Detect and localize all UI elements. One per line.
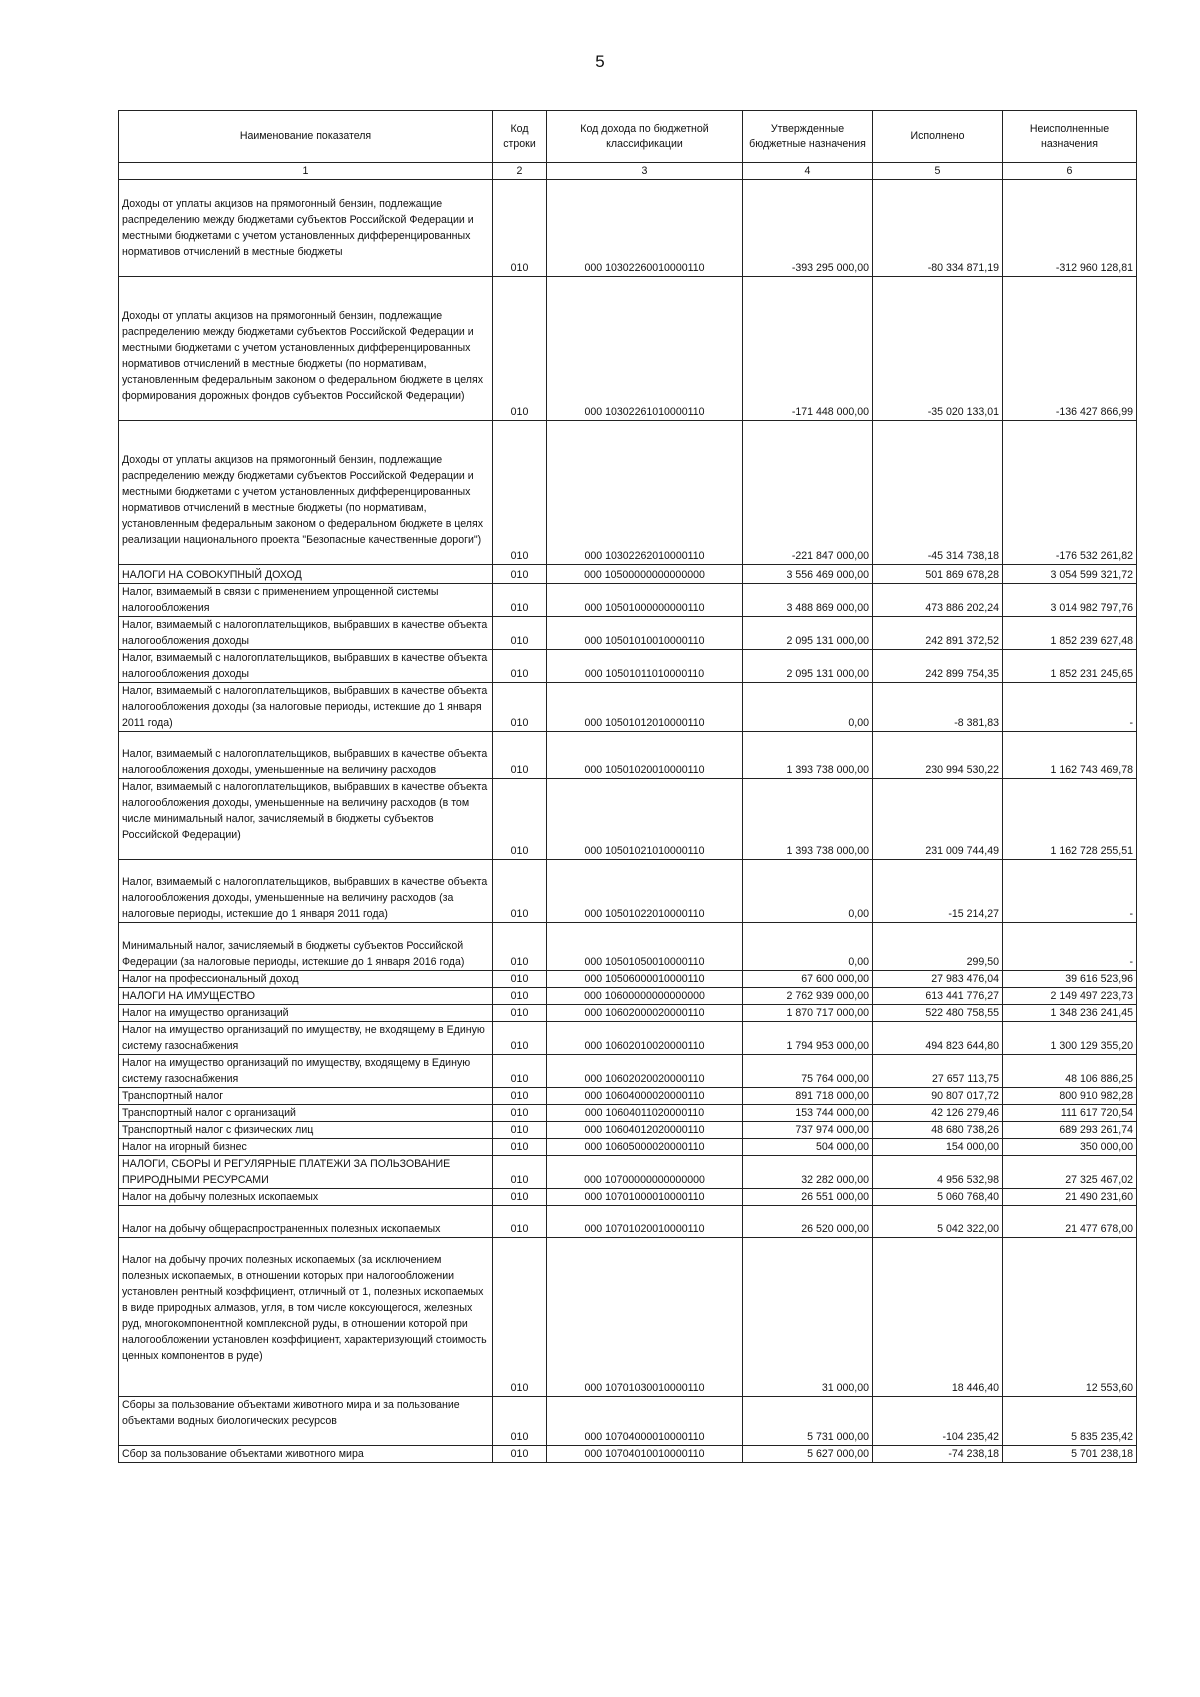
- line-code-cell: 010: [493, 1022, 547, 1055]
- indicator-name-text: Налог на профессиональный доход: [122, 973, 299, 985]
- table-row: [119, 923, 1137, 971]
- income-code-cell: 000 10302260010000110: [547, 180, 743, 277]
- income-code-cell: 000 10701030010000110: [547, 1238, 743, 1397]
- column-number-row: [119, 163, 1137, 180]
- executed-amount-cell: -8 381,83: [873, 683, 1003, 732]
- budget-report-table: [118, 110, 1137, 1463]
- executed-amount-cell: 473 886 202,24: [873, 584, 1003, 617]
- remaining-amount-cell: -: [1003, 860, 1137, 923]
- line-code-cell: 010: [493, 1446, 547, 1463]
- income-code-cell: 000 10501000000000110: [547, 584, 743, 617]
- remaining-amount-cell: -: [1003, 923, 1137, 971]
- remaining-amount-cell: 12 553,60: [1003, 1238, 1137, 1397]
- line-code-cell: 010: [493, 1105, 547, 1122]
- indicator-name-cell: [119, 923, 493, 971]
- executed-amount-cell: 231 009 744,49: [873, 779, 1003, 860]
- table-row: [119, 421, 1137, 565]
- line-code-cell: 010: [493, 1206, 547, 1238]
- page-number: 5: [595, 52, 605, 71]
- executed-amount-cell: 18 446,40: [873, 1238, 1003, 1397]
- table-row: [119, 1189, 1137, 1206]
- table-body: [119, 180, 1137, 1463]
- table-row: [119, 1005, 1137, 1022]
- remaining-amount-cell: 350 000,00: [1003, 1139, 1137, 1156]
- table-row: [119, 683, 1137, 732]
- income-code-cell: 000 10506000010000110: [547, 971, 743, 988]
- remaining-amount-cell: 3 054 599 321,72: [1003, 565, 1137, 584]
- income-code-cell: 000 10602010020000110: [547, 1022, 743, 1055]
- remaining-amount-cell: 39 616 523,96: [1003, 971, 1137, 988]
- income-code-cell: 000 10704000010000110: [547, 1397, 743, 1446]
- executed-amount-cell: 494 823 644,80: [873, 1022, 1003, 1055]
- income-code-cell: 000 10501020010000110: [547, 732, 743, 779]
- indicator-name-cell: [119, 180, 493, 277]
- line-code-cell: 010: [493, 565, 547, 584]
- line-code-cell: 010: [493, 683, 547, 732]
- indicator-name-text: Транспортный налог с организаций: [122, 1107, 296, 1119]
- table-row: [119, 971, 1137, 988]
- column-number: 1: [119, 163, 493, 180]
- executed-amount-cell: 48 680 738,26: [873, 1122, 1003, 1139]
- table-row: [119, 1446, 1137, 1463]
- remaining-amount-cell: 2 149 497 223,73: [1003, 988, 1137, 1005]
- income-code-cell: 000 10604012020000110: [547, 1122, 743, 1139]
- line-code-cell: 010: [493, 421, 547, 565]
- executed-amount-cell: 4 956 532,98: [873, 1156, 1003, 1189]
- income-code-cell: 000 10604011020000110: [547, 1105, 743, 1122]
- table-row: [119, 180, 1137, 277]
- indicator-name-text: Доходы от уплаты акцизов на прямогонный бензин, подлежащие распределению между бюджетами субъектов Российской Федерации и местными бюджетами с учетом установленных дифференцированных нормативов отчислений в местные бюджеты (по нормативам, установленным федеральным законом о федеральном бюджете в целях реализации национального проекта "Безопасные качественные дороги"): [122, 454, 483, 546]
- column-number: 2: [493, 163, 547, 180]
- table-row: [119, 1139, 1137, 1156]
- indicator-name-cell: [119, 732, 493, 779]
- income-code-cell: 000 10501010010000110: [547, 617, 743, 650]
- column-number: 5: [873, 163, 1003, 180]
- indicator-name-cell: [119, 1238, 493, 1397]
- income-code-cell: 000 10604000020000110: [547, 1088, 743, 1105]
- table-row: [119, 1206, 1137, 1238]
- income-code-cell: 000 10501050010000110: [547, 923, 743, 971]
- executed-amount-cell: 242 891 372,52: [873, 617, 1003, 650]
- income-code-cell: 000 10501012010000110: [547, 683, 743, 732]
- executed-amount-cell: -35 020 133,01: [873, 277, 1003, 421]
- approved-amount-cell: 737 974 000,00: [743, 1122, 873, 1139]
- line-code-cell: 010: [493, 617, 547, 650]
- remaining-amount-cell: 5 835 235,42: [1003, 1397, 1137, 1446]
- indicator-name-cell: [119, 1206, 493, 1238]
- remaining-amount-cell: 1 162 743 469,78: [1003, 732, 1137, 779]
- table-row: [119, 650, 1137, 683]
- column-number: 4: [743, 163, 873, 180]
- executed-amount-cell: 154 000,00: [873, 1139, 1003, 1156]
- line-code-cell: 010: [493, 1088, 547, 1105]
- line-code-cell: 010: [493, 1156, 547, 1189]
- line-code-cell: 010: [493, 860, 547, 923]
- header-approved: Утвержденные бюджетные назначения: [743, 111, 873, 163]
- remaining-amount-cell: -136 427 866,99: [1003, 277, 1137, 421]
- column-number: 3: [547, 163, 743, 180]
- approved-amount-cell: 891 718 000,00: [743, 1088, 873, 1105]
- indicator-name-text: Налог, взимаемый с налогоплательщиков, выбравших в качестве объекта налогообложения доходы, уменьшенные на величину расходов (в том числе минимальный налог, зачисляемый в бюджеты субъектов Российской Федерации): [122, 781, 488, 841]
- remaining-amount-cell: 3 014 982 797,76: [1003, 584, 1137, 617]
- table-row: [119, 1122, 1137, 1139]
- approved-amount-cell: 32 282 000,00: [743, 1156, 873, 1189]
- indicator-name-text: Минимальный налог, зачисляемый в бюджеты субъектов Российской Федерации (за налоговые периоды, истекшие до 1 января 2016 года): [122, 940, 465, 968]
- indicator-name-cell: [119, 617, 493, 650]
- indicator-name-cell: [119, 860, 493, 923]
- remaining-amount-cell: -312 960 128,81: [1003, 180, 1137, 277]
- remaining-amount-cell: 48 106 886,25: [1003, 1055, 1137, 1088]
- remaining-amount-cell: 1 162 728 255,51: [1003, 779, 1137, 860]
- approved-amount-cell: 26 551 000,00: [743, 1189, 873, 1206]
- indicator-name-text: Доходы от уплаты акцизов на прямогонный бензин, подлежащие распределению между бюджетами субъектов Российской Федерации и местными бюджетами с учетом установленных дифференцированных нормативов отчислений в местные бюджеты: [122, 198, 474, 258]
- indicator-name-text: Налог на добычу общераспространенных полезных ископаемых: [122, 1223, 441, 1235]
- remaining-amount-cell: 21 477 678,00: [1003, 1206, 1137, 1238]
- indicator-name-cell: [119, 971, 493, 988]
- table-row: [119, 860, 1137, 923]
- approved-amount-cell: 153 744 000,00: [743, 1105, 873, 1122]
- header-indicator-name: Наименование показателя: [119, 111, 493, 163]
- indicator-name-text: Налог, взимаемый с налогоплательщиков, выбравших в качестве объекта налогообложения доходы (за налоговые периоды, истекшие до 1 января 2011 года): [122, 685, 488, 729]
- table-row: [119, 1156, 1137, 1189]
- indicator-name-text: Налог, взимаемый с налогоплательщиков, выбравших в качестве объекта налогообложения доходы: [122, 652, 488, 680]
- indicator-name-text: НАЛОГИ, СБОРЫ И РЕГУЛЯРНЫЕ ПЛАТЕЖИ ЗА ПОЛЬЗОВАНИЕ ПРИРОДНЫМИ РЕСУРСАМИ: [122, 1158, 451, 1186]
- indicator-name-cell: [119, 650, 493, 683]
- indicator-name-cell: [119, 988, 493, 1005]
- table-row: [119, 617, 1137, 650]
- income-code-cell: 000 10700000000000000: [547, 1156, 743, 1189]
- line-code-cell: 010: [493, 584, 547, 617]
- remaining-amount-cell: 800 910 982,28: [1003, 1088, 1137, 1105]
- indicator-name-cell: [119, 1105, 493, 1122]
- income-code-cell: 000 10302262010000110: [547, 421, 743, 565]
- line-code-cell: 010: [493, 1238, 547, 1397]
- line-code-cell: 010: [493, 923, 547, 971]
- approved-amount-cell: 75 764 000,00: [743, 1055, 873, 1088]
- income-code-cell: 000 10501022010000110: [547, 860, 743, 923]
- approved-amount-cell: -393 295 000,00: [743, 180, 873, 277]
- indicator-name-text: Налог на добычу прочих полезных ископаемых (за исключением полезных ископаемых, в отношении которых при налогообложении установлен рентный коэффициент, отличный от 1, полезных ископаемых в виде природных алмазов, угля, в том числе коксующегося, железных руд, многокомпонентной комплексной руды, в отношении которой при налогообложении установлен коэффициент, характеризующий стоимость ценных компонентов в руде): [122, 1254, 487, 1362]
- indicator-name-cell: [119, 1156, 493, 1189]
- indicator-name-cell: [119, 779, 493, 860]
- indicator-name-text: Налог на игорный бизнес: [122, 1141, 247, 1153]
- line-code-cell: 010: [493, 971, 547, 988]
- approved-amount-cell: 504 000,00: [743, 1139, 873, 1156]
- executed-amount-cell: 501 869 678,28: [873, 565, 1003, 584]
- executed-amount-cell: 299,50: [873, 923, 1003, 971]
- remaining-amount-cell: 689 293 261,74: [1003, 1122, 1137, 1139]
- indicator-name-cell: [119, 1122, 493, 1139]
- approved-amount-cell: 3 488 869 000,00: [743, 584, 873, 617]
- line-code-cell: 010: [493, 1397, 547, 1446]
- indicator-name-text: Налог на имущество организаций: [122, 1007, 289, 1019]
- approved-amount-cell: 2 095 131 000,00: [743, 650, 873, 683]
- indicator-name-text: Налог на добычу полезных ископаемых: [122, 1191, 319, 1203]
- executed-amount-cell: -45 314 738,18: [873, 421, 1003, 565]
- indicator-name-cell: [119, 1139, 493, 1156]
- income-code-cell: 000 10701020010000110: [547, 1206, 743, 1238]
- approved-amount-cell: 0,00: [743, 860, 873, 923]
- table-row: [119, 277, 1137, 421]
- indicator-name-text: Налог на имущество организаций по имуществу, не входящему в Единую систему газоснабжения: [122, 1024, 485, 1052]
- line-code-cell: 010: [493, 650, 547, 683]
- remaining-amount-cell: 27 325 467,02: [1003, 1156, 1137, 1189]
- indicator-name-text: Транспортный налог с физических лиц: [122, 1124, 314, 1136]
- line-code-cell: 010: [493, 988, 547, 1005]
- approved-amount-cell: 67 600 000,00: [743, 971, 873, 988]
- approved-amount-cell: 1 393 738 000,00: [743, 779, 873, 860]
- executed-amount-cell: 27 983 476,04: [873, 971, 1003, 988]
- indicator-name-cell: [119, 277, 493, 421]
- executed-amount-cell: 5 042 322,00: [873, 1206, 1003, 1238]
- approved-amount-cell: 26 520 000,00: [743, 1206, 873, 1238]
- table-row: [119, 1022, 1137, 1055]
- indicator-name-cell: [119, 1397, 493, 1446]
- line-code-cell: 010: [493, 180, 547, 277]
- indicator-name-cell: [119, 1189, 493, 1206]
- remaining-amount-cell: 5 701 238,18: [1003, 1446, 1137, 1463]
- indicator-name-text: НАЛОГИ НА ИМУЩЕСТВО: [122, 990, 255, 1002]
- executed-amount-cell: 42 126 279,46: [873, 1105, 1003, 1122]
- line-code-cell: 010: [493, 1189, 547, 1206]
- income-code-cell: 000 10501021010000110: [547, 779, 743, 860]
- income-code-cell: 000 10602020020000110: [547, 1055, 743, 1088]
- remaining-amount-cell: 1 852 231 245,65: [1003, 650, 1137, 683]
- header-executed: Исполнено: [873, 111, 1003, 163]
- approved-amount-cell: 2 762 939 000,00: [743, 988, 873, 1005]
- table-row: [119, 988, 1137, 1005]
- header-remaining: Неисполненные назначения: [1003, 111, 1137, 163]
- remaining-amount-cell: 21 490 231,60: [1003, 1189, 1137, 1206]
- income-code-cell: 000 10600000000000000: [547, 988, 743, 1005]
- approved-amount-cell: 5 627 000,00: [743, 1446, 873, 1463]
- column-number: 6: [1003, 163, 1137, 180]
- table-row: [119, 565, 1137, 584]
- table-row: [119, 1055, 1137, 1088]
- income-code-cell: 000 10704010010000110: [547, 1446, 743, 1463]
- income-code-cell: 000 10500000000000000: [547, 565, 743, 584]
- approved-amount-cell: 0,00: [743, 683, 873, 732]
- approved-amount-cell: 0,00: [743, 923, 873, 971]
- indicator-name-text: Налог, взимаемый с налогоплательщиков, выбравших в качестве объекта налогообложения доходы: [122, 619, 488, 647]
- indicator-name-text: Сбор за пользование объектами животного мира: [122, 1448, 364, 1460]
- income-code-cell: 000 10501011010000110: [547, 650, 743, 683]
- approved-amount-cell: 2 095 131 000,00: [743, 617, 873, 650]
- approved-amount-cell: 1 393 738 000,00: [743, 732, 873, 779]
- indicator-name-text: НАЛОГИ НА СОВОКУПНЫЙ ДОХОД: [122, 569, 302, 581]
- line-code-cell: 010: [493, 277, 547, 421]
- indicator-name-text: Налог, взимаемый с налогоплательщиков, выбравших в качестве объекта налогообложения доходы, уменьшенные на величину расходов: [122, 748, 488, 776]
- line-code-cell: 010: [493, 1005, 547, 1022]
- indicator-name-cell: [119, 584, 493, 617]
- indicator-name-text: Транспортный налог: [122, 1090, 224, 1102]
- executed-amount-cell: 27 657 113,75: [873, 1055, 1003, 1088]
- indicator-name-cell: [119, 565, 493, 584]
- executed-amount-cell: 230 994 530,22: [873, 732, 1003, 779]
- table-row: [119, 1105, 1137, 1122]
- executed-amount-cell: 90 807 017,72: [873, 1088, 1003, 1105]
- remaining-amount-cell: 111 617 720,54: [1003, 1105, 1137, 1122]
- approved-amount-cell: 1 870 717 000,00: [743, 1005, 873, 1022]
- indicator-name-text: Налог на имущество организаций по имуществу, входящему в Единую систему газоснабжения: [122, 1057, 471, 1085]
- remaining-amount-cell: 1 852 239 627,48: [1003, 617, 1137, 650]
- indicator-name-cell: [119, 1022, 493, 1055]
- table-row: [119, 732, 1137, 779]
- table-row: [119, 1088, 1137, 1105]
- executed-amount-cell: -74 238,18: [873, 1446, 1003, 1463]
- indicator-name-cell: [119, 1446, 493, 1463]
- executed-amount-cell: 522 480 758,55: [873, 1005, 1003, 1022]
- executed-amount-cell: 5 060 768,40: [873, 1189, 1003, 1206]
- line-code-cell: 010: [493, 1055, 547, 1088]
- approved-amount-cell: 5 731 000,00: [743, 1397, 873, 1446]
- header-income-code: Код дохода по бюджетной классификации: [547, 111, 743, 163]
- remaining-amount-cell: -176 532 261,82: [1003, 421, 1137, 565]
- table-row: [119, 1238, 1137, 1397]
- remaining-amount-cell: -: [1003, 683, 1137, 732]
- line-code-cell: 010: [493, 732, 547, 779]
- indicator-name-text: Сборы за пользование объектами животного мира и за пользование объектами водных биологических ресурсов: [122, 1399, 460, 1427]
- income-code-cell: 000 10602000020000110: [547, 1005, 743, 1022]
- line-code-cell: 010: [493, 1139, 547, 1156]
- table-row: [119, 584, 1137, 617]
- remaining-amount-cell: 1 300 129 355,20: [1003, 1022, 1137, 1055]
- indicator-name-cell: [119, 1005, 493, 1022]
- executed-amount-cell: -80 334 871,19: [873, 180, 1003, 277]
- approved-amount-cell: -221 847 000,00: [743, 421, 873, 565]
- income-code-cell: 000 10701000010000110: [547, 1189, 743, 1206]
- approved-amount-cell: -171 448 000,00: [743, 277, 873, 421]
- indicator-name-cell: [119, 421, 493, 565]
- approved-amount-cell: 3 556 469 000,00: [743, 565, 873, 584]
- executed-amount-cell: 613 441 776,27: [873, 988, 1003, 1005]
- executed-amount-cell: -15 214,27: [873, 860, 1003, 923]
- line-code-cell: 010: [493, 1122, 547, 1139]
- indicator-name-text: Налог, взимаемый в связи с применением упрощенной системы налогообложения: [122, 586, 439, 614]
- income-code-cell: 000 10605000020000110: [547, 1139, 743, 1156]
- indicator-name-text: Налог, взимаемый с налогоплательщиков, выбравших в качестве объекта налогообложения доходы, уменьшенные на величину расходов (за налоговые периоды, истекшие до 1 января 2011 года): [122, 876, 488, 920]
- indicator-name-cell: [119, 1055, 493, 1088]
- approved-amount-cell: 1 794 953 000,00: [743, 1022, 873, 1055]
- header-line-code: Код строки: [493, 111, 547, 163]
- executed-amount-cell: -104 235,42: [873, 1397, 1003, 1446]
- approved-amount-cell: 31 000,00: [743, 1238, 873, 1397]
- table-row: [119, 779, 1137, 860]
- indicator-name-cell: [119, 1088, 493, 1105]
- executed-amount-cell: 242 899 754,35: [873, 650, 1003, 683]
- indicator-name-cell: [119, 683, 493, 732]
- table-row: [119, 1397, 1137, 1446]
- remaining-amount-cell: 1 348 236 241,45: [1003, 1005, 1137, 1022]
- line-code-cell: 010: [493, 779, 547, 860]
- indicator-name-text: Доходы от уплаты акцизов на прямогонный бензин, подлежащие распределению между бюджетами субъектов Российской Федерации и местными бюджетами с учетом установленных дифференцированных нормативов отчислений в местные бюджеты (по нормативам, установленным федеральным законом о федеральном бюджете в целях формирования дорожных фондов субъектов Российской Федерации): [122, 310, 483, 402]
- income-code-cell: 000 10302261010000110: [547, 277, 743, 421]
